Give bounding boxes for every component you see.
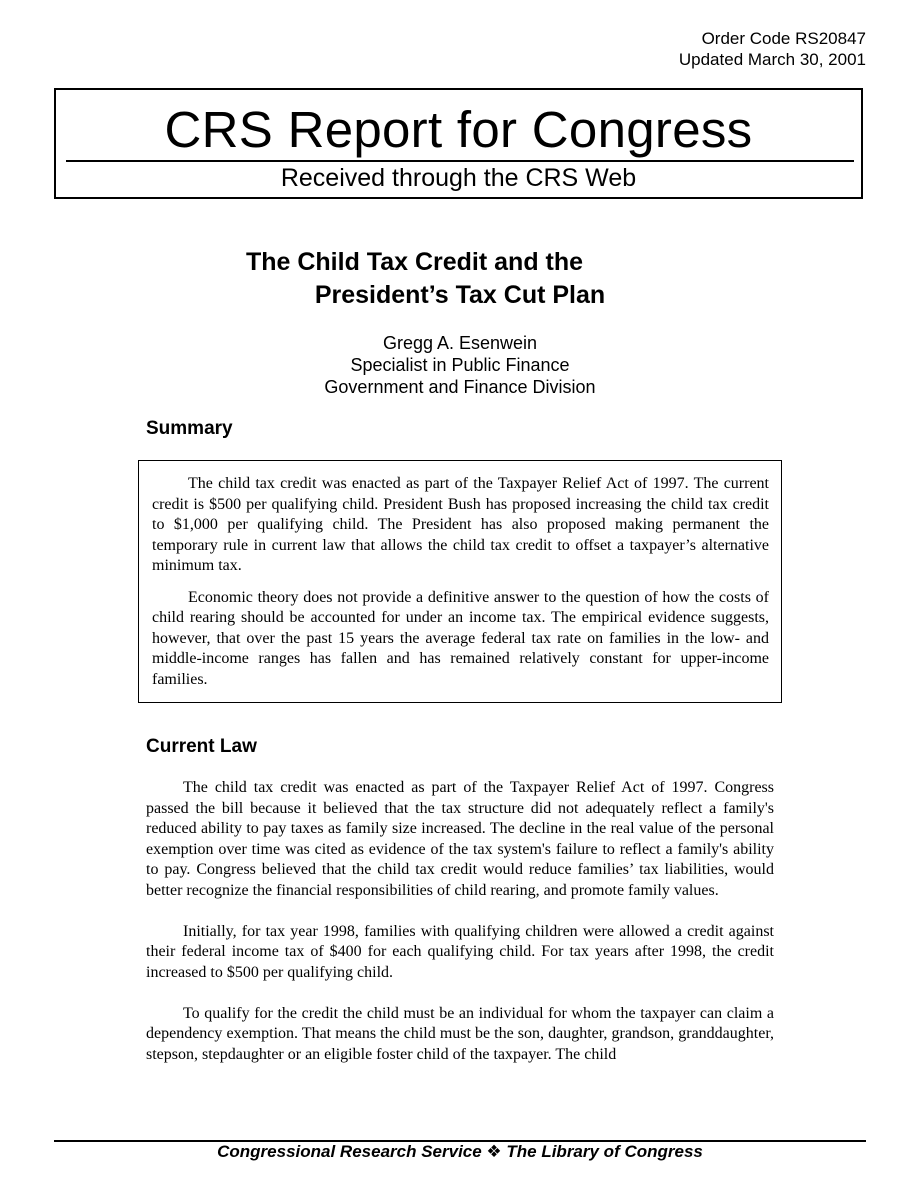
crs-banner bbox=[54, 88, 863, 199]
summary-paragraph: The child tax credit was enacted as part of the Taxpayer Relief Act of 1997. The current credit is $500 per qualifying child. President Bush has proposed increasing the child tax credit to $1,000 per qualifying child. The President has also proposed making permanent the temporary rule in current law that allows the child tax credit to offset a taxpayer’s alternative minimum tax. bbox=[152, 475, 769, 574]
footer-text: Congressional Research Service ❖ The Library of Congress bbox=[217, 1142, 703, 1161]
report-title-line1: The Child Tax Credit and the bbox=[245, 248, 584, 276]
updated-date: Updated March 30, 2001 bbox=[678, 50, 866, 69]
banner-divider bbox=[66, 160, 854, 162]
summary-box bbox=[138, 460, 782, 703]
report-title bbox=[0, 246, 920, 312]
banner-title: CRS Report for Congress bbox=[164, 101, 753, 158]
author-name: Gregg A. Esenwein bbox=[382, 333, 538, 353]
author-division: Government and Finance Division bbox=[324, 377, 596, 397]
banner-subtitle: Received through the CRS Web bbox=[280, 164, 637, 192]
report-title-line2: President’s Tax Cut Plan bbox=[314, 281, 606, 309]
summary-heading: Summary bbox=[146, 418, 233, 439]
author-block bbox=[0, 332, 920, 398]
current-law-body bbox=[146, 778, 774, 1086]
summary-paragraph: Economic theory does not provide a definitive answer to the question of how the costs of child rearing should be accounted for under an income tax. The empirical evidence suggests, however, that over the past 15 years the average federal tax rate on families in the low- and middle-income ranges has fallen and has remained relatively constant for upper-income families. bbox=[152, 588, 769, 688]
body-paragraph: The child tax credit was enacted as part of the Taxpayer Relief Act of 1997. Congress passed the bill because it believed that the tax structure did not adequately reflect a family's reduced ability to pay taxes as family size increased. The decline in the real value of the personal exemption over time was cited as evidence of the tax system's failure to reflect a family's ability to pay. Congress believed that the child tax credit would reduce families’ tax liabilities, would better recognize the financial responsibilities of child rearing, and promote family values. bbox=[146, 779, 774, 899]
current-law-heading: Current Law bbox=[146, 736, 257, 757]
order-code-block bbox=[679, 28, 866, 70]
body-paragraph: To qualify for the credit the child must be an individual for whom the taxpayer can claim a dependency exemption. That means the child must be the son, daughter, grandson, granddaughter, stepson, stepdaughter or an eligible foster child of the taxpayer. The child bbox=[146, 1004, 774, 1063]
author-title: Specialist in Public Finance bbox=[350, 355, 570, 375]
body-paragraph: Initially, for tax year 1998, families with qualifying children were allowed a credit against their federal income tax of $400 for each qualifying child. For tax years after 1998, the credit increased to $500 per qualifying child. bbox=[146, 922, 774, 981]
order-code: Order Code RS20847 bbox=[701, 29, 866, 48]
